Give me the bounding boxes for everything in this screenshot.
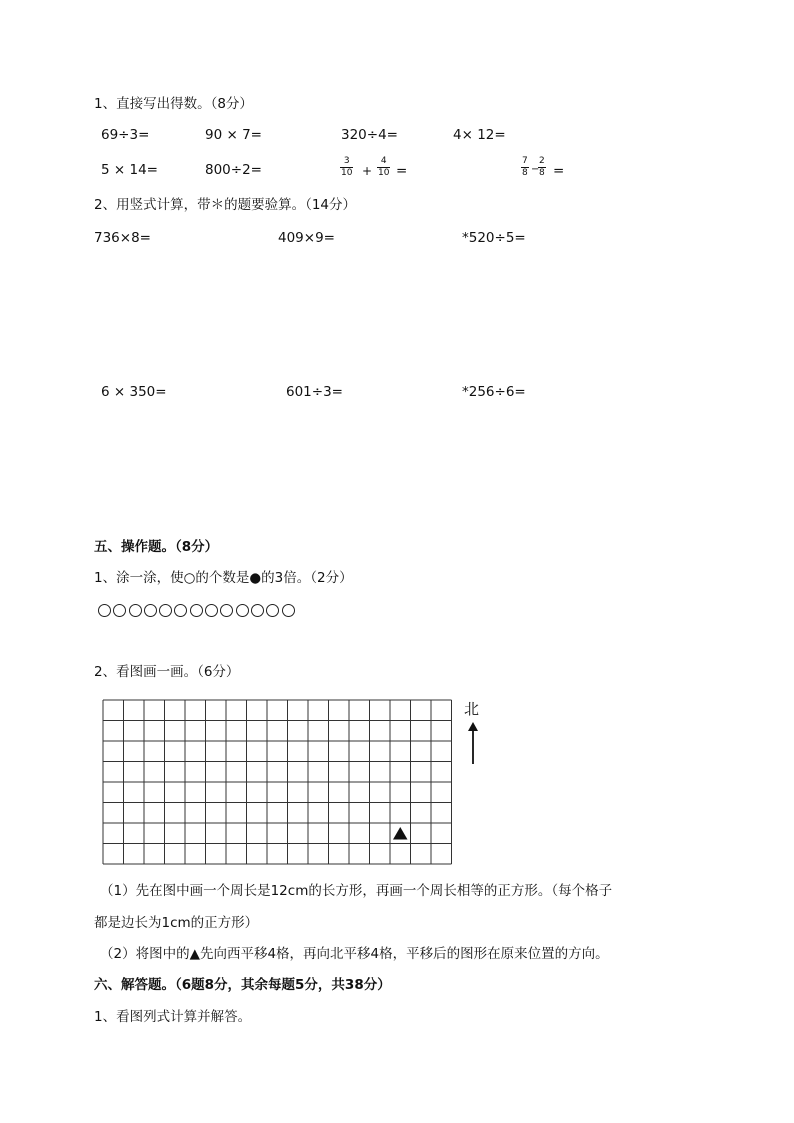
hollow-circle-icon[interactable] [205, 604, 218, 617]
instruction-2: （2）将图中的▲先向西平移4格，再向北平移4格，平移后的图形在原来位置的方向。 [100, 946, 609, 962]
q1-expr-2: 90 × 7= [205, 127, 262, 143]
hollow-circle-icon[interactable] [129, 604, 142, 617]
fraction-4-10: 4 10 [378, 156, 390, 178]
section6-title: 六、解答题。（6题8分，其余每题5分，共38分） [94, 977, 391, 993]
triangle-icon [393, 827, 408, 840]
hollow-circle-icon[interactable] [98, 604, 111, 617]
q1-title: 1、直接写出得数。（8分） [94, 96, 253, 112]
fraction-7-8: 7 8 [522, 156, 528, 178]
q2-title: 2、用竖式计算，带＊的题要验算。（14分） [94, 197, 357, 213]
section5-q2-title: 2、看图画一画。（6分） [94, 664, 240, 680]
section5-q1-title: 1、涂一涂，使○的个数是●的3倍。（2分） [94, 570, 353, 586]
equals-sign: = [396, 163, 408, 179]
north-label: 北 [464, 700, 480, 718]
q2-expr-4: 6 × 350= [101, 384, 167, 400]
instruction-1-line-1: （1）先在图中画一个周长是12cm的长方形，再画一个周长相等的正方形。（每个格子 [100, 883, 613, 899]
q1-expr-4: 4× 12= [453, 127, 506, 143]
fraction-3-10: 3 10 [341, 156, 353, 178]
hollow-circle-icon[interactable] [282, 604, 295, 617]
section6-q1-title: 1、看图列式计算并解答。 [94, 1009, 252, 1025]
fraction-2-8: 2 8 [539, 156, 545, 178]
section5-title: 五、操作题。（8分） [94, 539, 219, 555]
equals-sign: = [553, 163, 565, 179]
q2-expr-6: *256÷6= [462, 384, 526, 400]
q2-expr-3: *520÷5= [462, 230, 526, 246]
q2-expr-5: 601÷3= [286, 384, 343, 400]
q2-expr-2: 409×9= [278, 230, 335, 246]
minus-sign: − [531, 164, 540, 175]
circle-row [98, 604, 297, 621]
q2-expr-1: 736×8= [94, 230, 151, 246]
hollow-circle-icon[interactable] [251, 604, 264, 617]
q1-expr-3: 320÷4= [341, 127, 398, 143]
hollow-circle-icon[interactable] [190, 604, 203, 617]
hollow-circle-icon[interactable] [113, 604, 126, 617]
q1-expr-6: 800÷2= [205, 162, 262, 178]
q1-expr-1: 69÷3= [101, 127, 150, 143]
instruction-1-line-2: 都是边长为1cm的正方形） [94, 915, 259, 931]
hollow-circle-icon[interactable] [144, 604, 157, 617]
hollow-circle-icon[interactable] [174, 604, 187, 617]
plus-sign: + [362, 164, 373, 178]
q1-expr-5: 5 × 14= [101, 162, 158, 178]
hollow-circle-icon[interactable] [220, 604, 233, 617]
north-arrow-icon [466, 722, 480, 764]
hollow-circle-icon[interactable] [236, 604, 249, 617]
square-grid [100, 698, 455, 867]
hollow-circle-icon[interactable] [159, 604, 172, 617]
hollow-circle-icon[interactable] [266, 604, 279, 617]
